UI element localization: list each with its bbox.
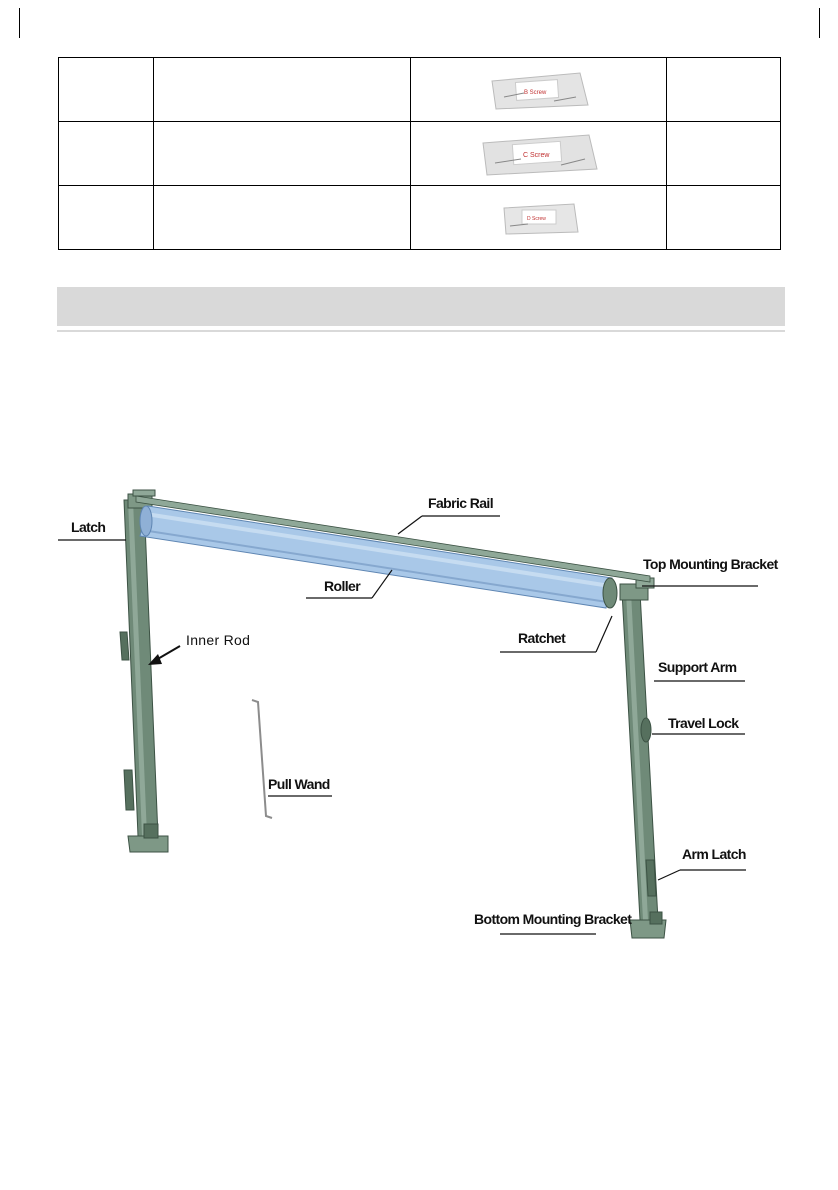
roller — [140, 506, 617, 608]
inner-rod-arrow — [148, 646, 180, 665]
support-arm-label: Support Arm — [658, 659, 737, 675]
roller-label: Roller — [324, 578, 361, 594]
bag-label: B Screw — [523, 89, 547, 96]
inner-rod-label: Inner Rod — [186, 632, 251, 648]
bag-label: D Screw — [526, 215, 546, 222]
ratchet-label: Ratchet — [518, 630, 566, 646]
arm-latch-label: Arm Latch — [682, 846, 746, 862]
right-support-arm — [620, 578, 666, 938]
bottom-mounting-bracket-label: Bottom Mounting Bracket — [474, 911, 632, 927]
pull-wand-label: Pull Wand — [268, 776, 330, 792]
left-support-arm — [120, 490, 168, 852]
fabric-rail-label: Fabric Rail — [428, 495, 493, 511]
pull-wand — [252, 700, 272, 818]
bag-label: C Screw — [522, 151, 550, 159]
latch-label: Latch — [71, 519, 106, 535]
top-mounting-bracket-label: Top Mounting Bracket — [643, 556, 778, 572]
travel-lock-label: Travel Lock — [668, 715, 739, 731]
